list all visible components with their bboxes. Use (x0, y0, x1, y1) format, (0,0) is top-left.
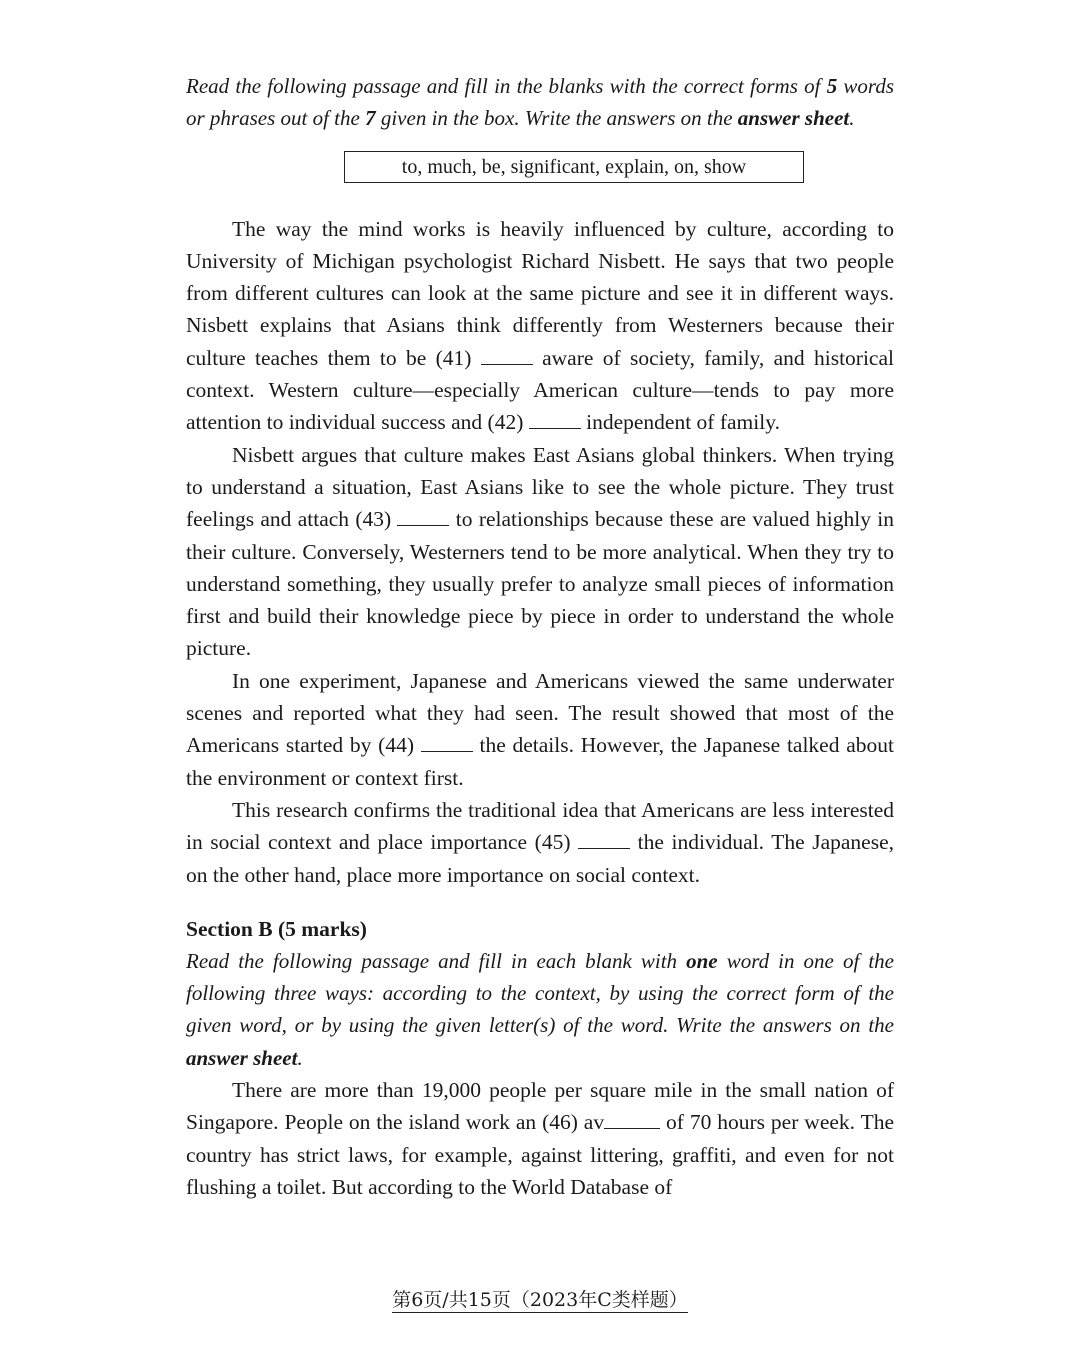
paragraph-text: independent of family. (580, 410, 780, 435)
section-b-instruction (186, 945, 894, 1074)
paragraph-text: This research confirms the traditional idea that Americans are less interested in social context and place importance (45) (186, 797, 894, 855)
passage-paragraph (186, 439, 894, 665)
paragraph-text: of 70 hours per week. The country has strict laws, for example, against littering, graffiti, and even for not flushing a toilet. But according to the World Database of (186, 1110, 894, 1199)
paragraph-text: Nisbett argues that culture makes East Asians global thinkers. When trying to understand a situation, East Asians like to see the whole picture. They trust feelings and attach (43) (186, 442, 894, 532)
blank-46[interactable] (604, 1108, 660, 1129)
passage-paragraph (186, 1074, 894, 1203)
blank-45[interactable] (578, 828, 630, 849)
instruction-bold: answer sheet (737, 106, 850, 131)
instruction-bold: 5 (826, 74, 838, 98)
passage-paragraph (186, 213, 894, 439)
instruction-text: Read the following passage and fill in the blanks with the correct forms of (186, 74, 827, 98)
paragraph-text: to relationships because these are valued highly in their culture. Conversely, Westerners tend to be more analytical. When they try to understand something, they usually prefer to analyze small pieces of information first and build their knowledge piece by piece in order to understand the whole picture. (186, 507, 894, 661)
instruction-text: . (297, 1045, 303, 1070)
instruction-text: . (849, 106, 855, 131)
blank-44[interactable] (421, 731, 473, 752)
passage-paragraph (186, 794, 894, 891)
paragraph-text: There are more than 19,000 people per square mile in the small nation of Singapore. People on the island work an (46) av (186, 1078, 894, 1135)
exam-page (186, 70, 894, 1203)
instruction-text: given in the box. Write the answers on the (375, 106, 738, 131)
instruction-bold: one (686, 948, 718, 973)
paragraph-text: aware of society, family, and historical context. Western culture—especially American culture—tends to pay more attention to individual success and (42) (186, 345, 894, 435)
page-footer (0, 1285, 1080, 1312)
word-box: to, much, be, significant, explain, on, show (344, 151, 804, 183)
section-a-passage (186, 213, 894, 891)
instruction-bold: answer sheet (186, 1045, 298, 1070)
instruction-text: word in one of the following three ways: according to the context, by using the correct form of the given word, or by using the given letter(s) of the word. Write the answers on the (186, 948, 894, 1038)
instruction-bold: 7 (365, 106, 376, 131)
passage-paragraph (186, 665, 894, 794)
paragraph-text: In one experiment, Japanese and Americans viewed the same underwater scenes and reported what they had seen. The result showed that most of the Americans started by (44) (186, 668, 894, 758)
section-a-instruction (186, 70, 894, 135)
paragraph-text: the details. However, the Japanese talked about the environment or context first. (186, 733, 894, 790)
instruction-text: Read the following passage and fill in each blank with (186, 948, 687, 973)
blank-42[interactable] (529, 408, 581, 429)
paragraph-text: the individual. The Japanese, on the other hand, place more importance on social context. (186, 830, 895, 887)
page-number: 第6页/共15页（2023年C类样题） (392, 1289, 688, 1311)
blank-41[interactable] (481, 344, 533, 365)
blank-43[interactable] (397, 505, 449, 526)
instruction-text: words or phrases out of the (186, 74, 894, 131)
paragraph-text: The way the mind works is heavily influenced by culture, according to University of Michigan psychologist Richard Nisbett. He says that two people from different cultures can look at the same picture and see it in different ways. Nisbett explains that Asians think differently from Westerners because their culture teaches them to be (41) (186, 216, 894, 370)
section-b-title: Section B (5 marks) (186, 916, 367, 941)
